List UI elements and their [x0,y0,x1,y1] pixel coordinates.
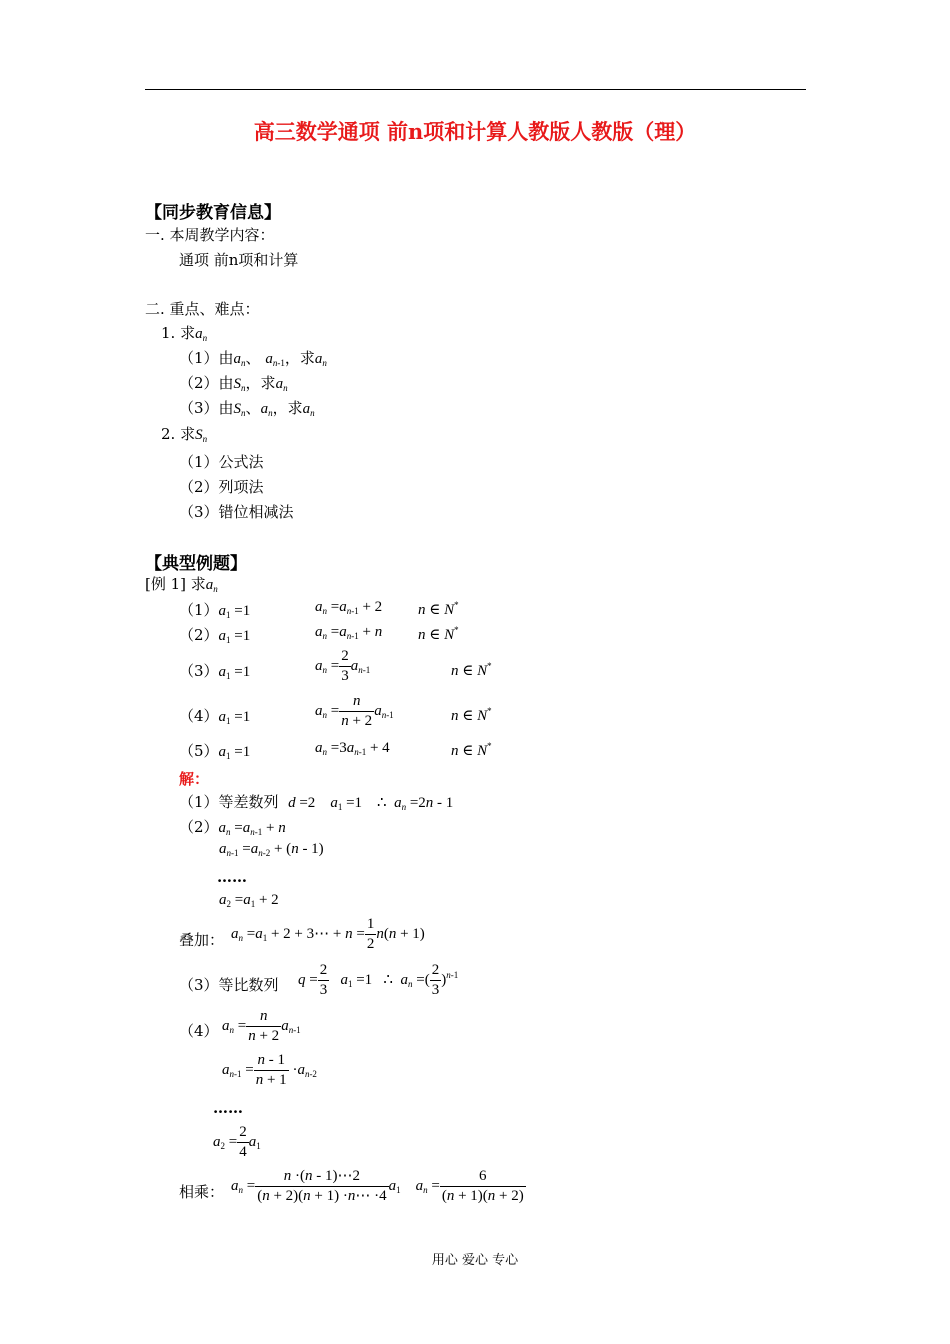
solution-4-line3: $a_2$ = $\frac{2}{4}$ $a_1$ [213,1124,261,1160]
page-title: 高三数学通项 前n项和计算人教版人教版（理） [253,119,697,144]
product-result: $a_n$ = $\frac{n \cdot(n - 1)\cdots 2}{(n + 2)(n + 1) \cdot n\cdots \cdot 4}$ $a_1$ $a_n$ = $\frac{6}{(n + 1)(n + 2)}$ [231,1168,524,1204]
ellipsis-1: …… [217,868,247,886]
solution-4: （4） [179,1022,219,1040]
sum-label: 叠加： [179,931,225,949]
point-1-a: （1）由$a_n$、 $a_{n-1}$，求$a_n$ [179,349,327,368]
method-formula: （1）公式法 [179,453,264,471]
case-3-recurrence: $a_n$ = $\frac{2}{3}$ $a_{n-1}$ [315,648,371,684]
solution-2-line2: $a_{n-1} =a_{n-2} + (n - 1)$ [219,841,324,858]
section-heading-examples: 【典型例题】 [145,554,247,574]
case-1: $(1)a_1 =1$ [179,601,251,620]
solution-3-formula: q = $\frac{2}{3}$ $a_1 =1$ ∴ $a_n$ =( $\frac{2}{3}$ )$^{n-1}$ [298,962,459,998]
case-2: $(2)a_1 =1$ [179,626,251,645]
case-1-domain: n ∈ N* [418,600,459,618]
example-1-label: [例 1] 求$a_n$ [145,575,218,594]
case-1-recurrence: $a_n =a_{n-1} + 2$ [315,599,383,616]
case-5: $(5)a_1 =1$ [179,742,251,761]
solution-4-line2: $a_{n-1}$ = $\frac{n - 1}{n + 1}$ $\cdot a_{n-2}$ [222,1052,317,1088]
case-2-domain: n ∈ N* [418,625,459,643]
header-rule [145,89,806,90]
method-split-terms: （2）列项法 [179,478,264,496]
case-2-recurrence: $a_n =a_{n-1} + n$ [315,624,383,641]
solution-3: （3）等比数列 [179,976,279,994]
point-1-c: （3）由$S_n$、$a_n$，求$a_n$ [179,399,315,418]
case-4-recurrence: $a_n$ = $\frac{n}{n + 2}$ $a_{n-1}$ [315,693,394,729]
solution-label: 解： [179,770,210,788]
point-1-b: （2）由$S_n$，求$a_n$ [179,374,288,393]
page-footer: 用心 爱心 专心 [431,1253,519,1268]
case-4-domain: n ∈ N* [451,706,492,724]
case-3: $(3)a_1 =1$ [179,662,251,681]
solution-2: $(2)a_n =a_{n-1} + n$ [179,818,286,837]
ellipsis-2: …… [213,1099,243,1117]
product-label: 相乘： [179,1183,225,1201]
case-4: $(4)a_1 =1$ [179,707,251,726]
solution-4-line1: $a_n$ = $\frac{n}{n + 2}$ $a_{n-1}$ [222,1008,301,1044]
point-1: 1. 求$a_n$ [161,324,208,343]
item-weekly-content: 一. 本周教学内容： [145,226,275,244]
method-shift-subtract: （3）错位相减法 [179,503,294,521]
case-5-recurrence: $a_n =3a_{n-1} + 4$ [315,740,390,757]
content-text: 通项 前n项和计算 [179,251,299,269]
point-2: 2. 求$S_n$ [161,425,208,444]
section-heading-sync: 【同步教育信息】 [145,203,281,223]
sum-result: $a_n =a_1 + 2$ + 3⋯ + n = $\frac{1}{2}$ n(n + 1) [231,916,425,952]
solution-1: （1）等差数列 d =2 $a_1 =1$ ∴ $a_n =2n - 1$ [179,793,454,812]
case-3-domain: n ∈ N* [451,661,492,679]
solution-2-line3: $a_2 =a_1 + 2$ [219,892,279,909]
case-5-domain: n ∈ N* [451,741,492,759]
item-key-points: 二. 重点、难点： [145,300,260,318]
